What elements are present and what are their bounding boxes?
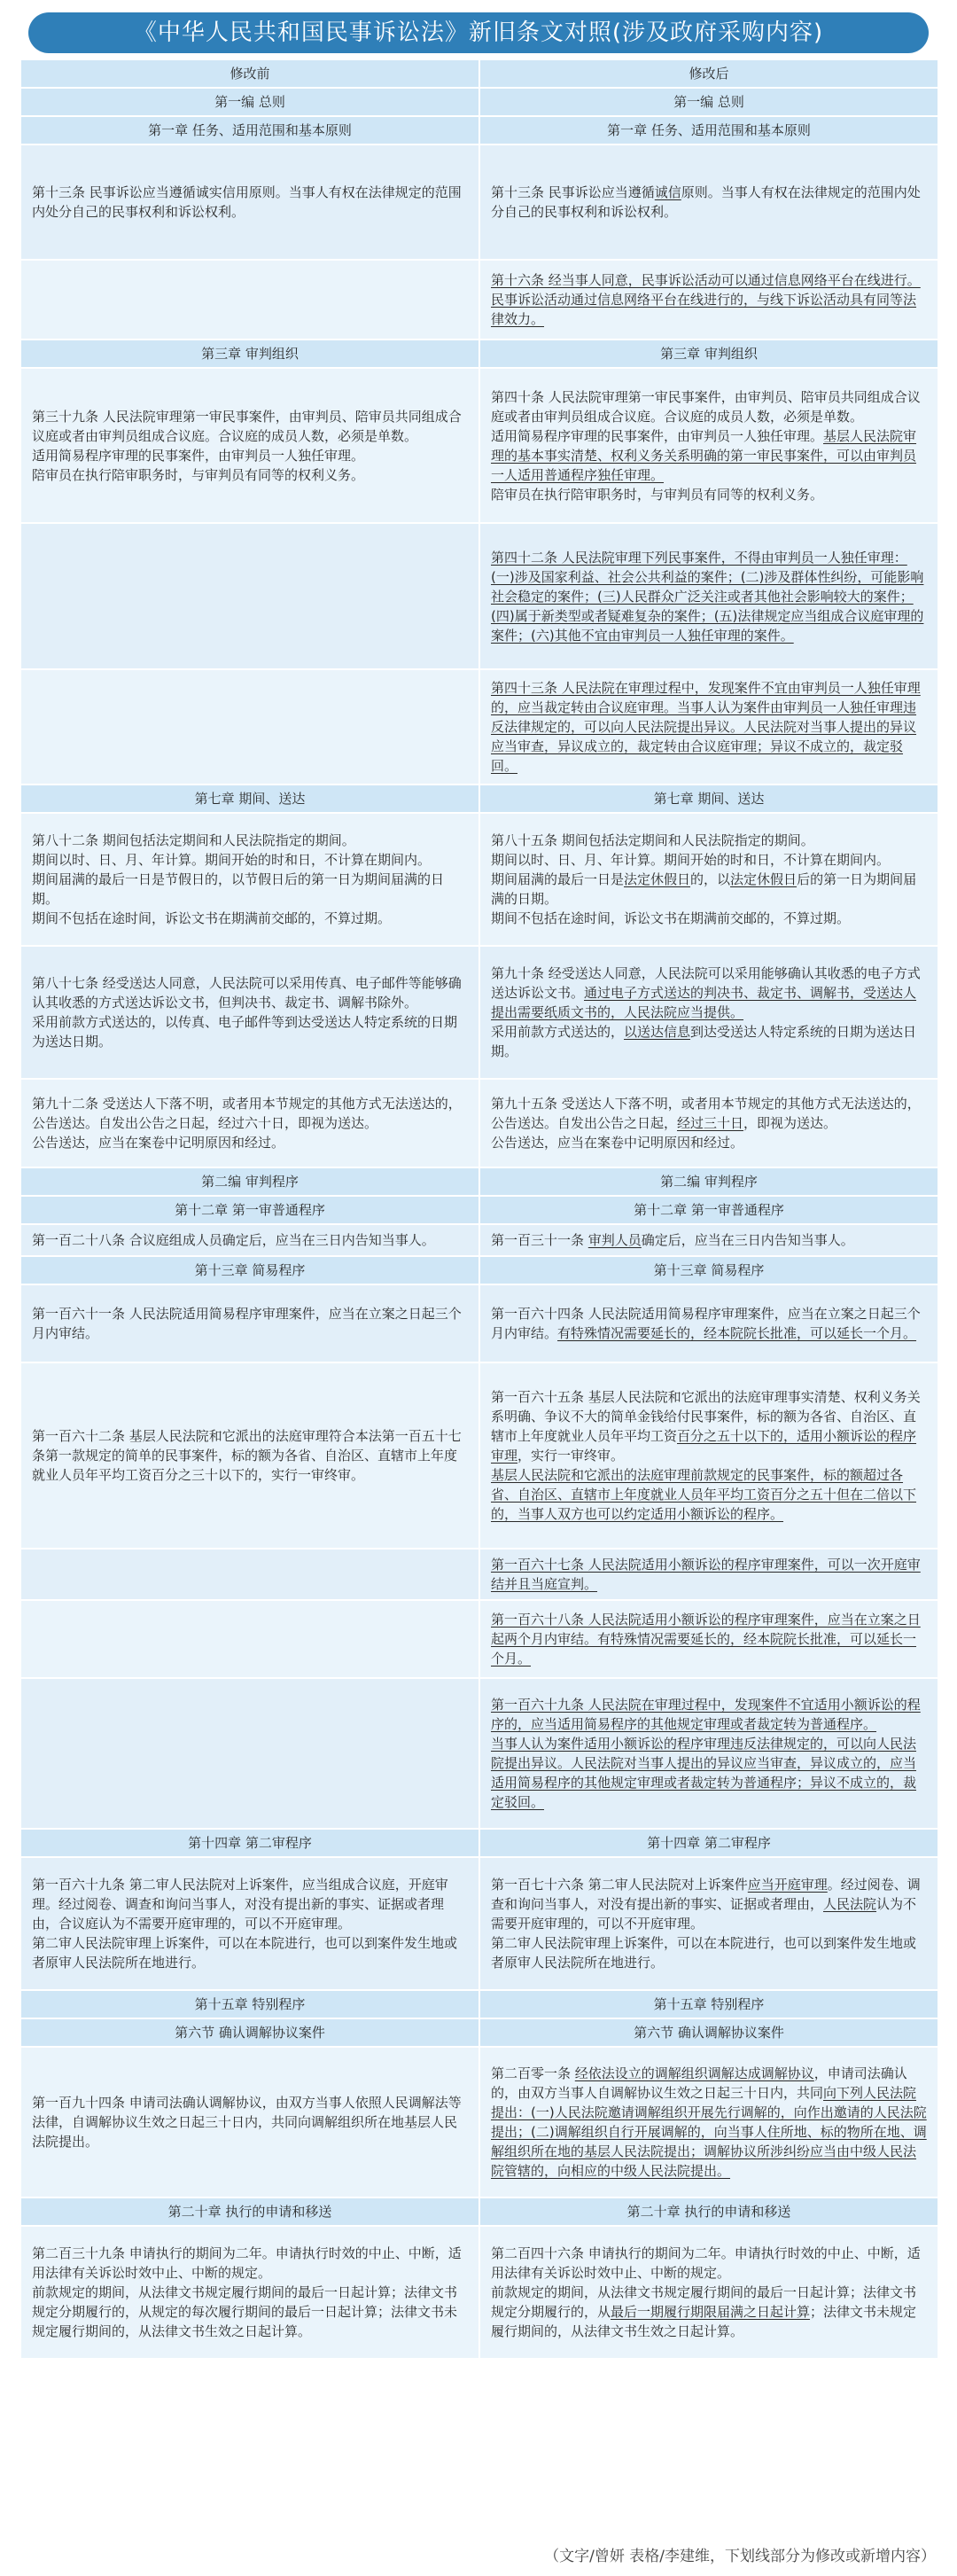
article-row	[20, 1600, 938, 1678]
article-paragraph	[491, 678, 927, 776]
article-before	[20, 1600, 479, 1678]
heading-before: 第七章 期间、送达	[20, 785, 479, 813]
amended-text: 法定休假日	[624, 871, 691, 887]
article-text: 第九十五条 受送达人下落不明，或者用本节规定的其他方式无法送达的，公告送达。自发出公告之日起，	[491, 1096, 921, 1131]
article-text: 认为不需要开庭审理的，可以不开庭审理。	[491, 1896, 917, 1932]
article-row	[20, 669, 938, 785]
heading-after: 修改后	[479, 59, 938, 88]
article-paragraph	[491, 2244, 927, 2283]
article-text: 后的第一日为期间届满的日期。	[491, 871, 917, 907]
article-paragraph	[32, 1426, 468, 1485]
article-text: 第九十条 经受送达人同意，人民法院可以采用能够确认其收悉的电子方式送达诉讼文书。	[491, 965, 921, 1001]
article-text: 期间以时、日、月、年计算。期间开始的时和日，不计算在期间内。	[32, 852, 432, 868]
article-text: 采用前款方式送达的，以传真、电子邮件等到达受送达人特定系统的日期为送达日期。	[32, 1014, 458, 1050]
amended-text: 应当开庭审理	[747, 1877, 828, 1893]
amended-text: 法定休假日	[730, 871, 798, 887]
article-after	[479, 144, 938, 260]
article-text: 第一百二十八条 合议庭组成人员确定后，应当在三日内告知当事人。	[32, 1232, 435, 1248]
article-paragraph	[32, 870, 468, 909]
article-text: 期间届满的最后一日是	[491, 871, 625, 887]
article-text: 确定后，应当在三日内告知当事人。	[641, 1232, 854, 1248]
article-after	[479, 2047, 938, 2197]
amended-text: 第四十三条 人民法院在审理过程中，发现案件不宜由审判员一人独任审理的，应当裁定转由合议庭审理。当事人认为案件由审判员一人独任审理违反法律规定的，可以向人民法院提出异议。人民法院对当事人提出的异议应当审查，异议成立的，裁定转由合议庭审理；异议不成立的，裁定驳回。	[491, 680, 921, 774]
amended-text: 诚信	[654, 184, 681, 200]
article-paragraph	[32, 407, 468, 446]
article-text: 第一百九十四条 申请司法确认调解协议，由双方当事人依照人民调解法等法律，自调解协议生效之日起三十日内，共同向调解组织所在地基层人民法院提出。	[32, 2095, 462, 2150]
article-text: 期间届满的最后一日是节假日的，以节假日后的第一日为期间届满的日期。	[32, 871, 445, 907]
article-paragraph	[491, 964, 927, 1022]
article-paragraph	[491, 2064, 927, 2181]
article-after	[479, 1857, 938, 1990]
section-row	[20, 59, 938, 88]
section-row	[20, 2197, 938, 2226]
article-paragraph	[491, 270, 927, 329]
article-row	[20, 946, 938, 1079]
amended-text: 以送达信息	[624, 1024, 691, 1040]
article-paragraph	[32, 1875, 468, 1933]
article-text: 适用简易程序审理的民事案件，由审判员一人独任审理。	[32, 447, 365, 464]
article-paragraph	[32, 465, 468, 485]
article-paragraph	[491, 1022, 927, 1061]
article-text: ，即视为送达。	[743, 1115, 837, 1131]
article-text: 第二百四十六条 申请执行的期间为二年。申请执行时效的中止、中断，适用法律有关诉讼时效中止、中断的规定。	[491, 2245, 921, 2281]
article-row	[20, 2047, 938, 2197]
section-row	[20, 1196, 938, 1224]
article-paragraph	[32, 1933, 468, 1972]
article-paragraph	[491, 1875, 927, 1933]
article-before	[20, 144, 479, 260]
section-row	[20, 1829, 938, 1857]
heading-before: 第六节 确认调解协议案件	[20, 2018, 479, 2047]
heading-before: 修改前	[20, 59, 479, 88]
article-before	[20, 813, 479, 946]
article-row	[20, 368, 938, 523]
section-row	[20, 116, 938, 144]
amended-text: 经过三十日	[677, 1115, 744, 1131]
article-paragraph	[491, 909, 927, 928]
heading-after: 第一章 任务、适用范围和基本原则	[479, 116, 938, 144]
article-paragraph	[491, 1610, 927, 1668]
heading-after: 第三章 审判组织	[479, 340, 938, 368]
article-paragraph	[491, 485, 927, 504]
article-row	[20, 1224, 938, 1256]
article-paragraph	[32, 1133, 468, 1152]
amended-text: 基层人民法院审理的基本事实清楚、权利义务关系明确的第一审民事案件，可以由审判员一人适用普通程序独任审理。	[491, 427, 917, 483]
article-after	[479, 1600, 938, 1678]
article-text: 公告送达，应当在案卷中记明原因和经过。	[32, 1135, 285, 1151]
article-before	[20, 1284, 479, 1362]
page-title: 《中华人民共和国民事诉讼法》新旧条文对照(涉及政府采购内容)	[28, 12, 929, 53]
article-after	[479, 1362, 938, 1549]
article-row	[20, 813, 938, 946]
heading-before: 第一章 任务、适用范围和基本原则	[20, 116, 479, 144]
heading-after: 第十二章 第一审普通程序	[479, 1196, 938, 1224]
article-before	[20, 669, 479, 785]
article-paragraph	[491, 1094, 927, 1133]
article-text: 第三十九条 人民法院审理第一审民事案件，由审判员、陪审员共同组成合议庭或者由审判员组成合议庭。合议庭的成员人数，必须是单数。	[32, 408, 462, 444]
article-row	[20, 144, 938, 260]
article-paragraph	[32, 909, 468, 928]
article-text: 采用前款方式送达的，	[491, 1024, 625, 1040]
article-text: 第一百三十一条	[491, 1232, 588, 1248]
heading-after: 第十四章 第二审程序	[479, 1829, 938, 1857]
article-paragraph	[491, 1387, 927, 1465]
article-after	[479, 946, 938, 1079]
heading-after: 第十三章 简易程序	[479, 1256, 938, 1284]
article-paragraph	[32, 446, 468, 465]
article-before	[20, 1678, 479, 1829]
article-text: 陪审员在执行陪审职务时，与审判员有同等的权利义务。	[491, 486, 824, 503]
article-row	[20, 260, 938, 340]
article-text: 到达受送达人特定系统的日期为送达日期。	[491, 1024, 917, 1059]
article-paragraph	[32, 2244, 468, 2283]
article-text: 第八十二条 期间包括法定期间和人民法院指定的期间。	[32, 832, 355, 848]
article-paragraph	[491, 850, 927, 870]
section-row	[20, 88, 938, 116]
article-paragraph	[32, 1304, 468, 1343]
amended-text: 第一百六十七条 人民法院适用小额诉讼的程序审理案件，可以一次开庭审结并且当庭宣判。	[491, 1557, 921, 1592]
amended-text: 向下列人民法院提出：(一)人民法院邀请调解组织开展先行调解的，向作出邀请的人民法院提出；(二)调解组织自行开展调解的，向当事人住所地、标的物所在地、调解组织所在地的基层人民法院提出；调解协议所涉纠纷应当由中级人民法院管辖的，向相应的中级人民法院提出。	[491, 2085, 927, 2179]
article-row	[20, 1857, 938, 1990]
article-text: 第八十七条 经受送达人同意，人民法院可以采用传真、电子邮件等能够确认其收悉的方式送达诉讼文书，但判决书、裁定书、调解书除外。	[32, 975, 462, 1011]
heading-before: 第三章 审判组织	[20, 340, 479, 368]
section-row	[20, 340, 938, 368]
article-text: ；法律文书未规定履行期间的，从法律文书生效之日起计算。	[491, 2304, 917, 2339]
amended-text: 基层人民法院和它派出的法庭审理前款规定的民事案件，标的额超过各省、自治区、直辖市上年度就业人员年平均工资百分之五十但在二倍以下的，当事人双方也可以约定适用小额诉讼的程序。	[491, 1467, 917, 1522]
article-paragraph	[491, 548, 927, 645]
article-row	[20, 1678, 938, 1829]
article-text: ，实行一审终审。	[517, 1448, 625, 1464]
article-row	[20, 1284, 938, 1362]
heading-before: 第二编 审判程序	[20, 1167, 479, 1196]
article-after	[479, 2226, 938, 2359]
heading-after: 第二编 审判程序	[479, 1167, 938, 1196]
article-before	[20, 1224, 479, 1256]
amended-text: 有特殊情况需要延长的，经本院院长批准，可以延长一个月。	[557, 1325, 917, 1341]
article-before	[20, 1857, 479, 1990]
article-before	[20, 1549, 479, 1600]
article-paragraph	[491, 1933, 927, 1972]
article-paragraph	[491, 183, 927, 222]
article-after	[479, 1549, 938, 1600]
article-paragraph	[491, 1230, 927, 1250]
article-paragraph	[32, 1230, 468, 1250]
article-text: 第二百零一条	[491, 2065, 575, 2081]
heading-before: 第一编 总则	[20, 88, 479, 116]
article-paragraph	[491, 1304, 927, 1343]
heading-after: 第十五章 特别程序	[479, 1990, 938, 2018]
article-before	[20, 946, 479, 1079]
heading-before: 第十四章 第二审程序	[20, 1829, 479, 1857]
article-row	[20, 1079, 938, 1167]
article-before	[20, 1079, 479, 1167]
article-text: 第一百六十一条 人民法院适用简易程序审理案件，应当在立案之日起三个月内审结。	[32, 1306, 462, 1341]
section-row	[20, 1167, 938, 1196]
article-paragraph	[491, 1695, 927, 1734]
article-text: 第二审人民法院审理上诉案件，可以在本院进行，也可以到案件发生地或者原审人民法院所在地进行。	[32, 1935, 458, 1971]
amended-text: 百分之五十以下的，适用小额诉讼的程序审理	[491, 1428, 917, 1464]
article-before	[20, 2047, 479, 2197]
article-text: ，申请司法确认的，由双方当事人自调解协议生效之日起三十日内，共同	[491, 2065, 907, 2101]
article-paragraph	[491, 2283, 927, 2341]
amended-text: 第一百六十八条 人民法院适用小额诉讼的程序审理案件，应当在立案之日起两个月内审结。有特殊情况需要延长的，经本院院长批准，可以延长一个月。	[491, 1612, 921, 1667]
amended-text: 经依法设立的调解组织调解达成调解协议	[574, 2065, 814, 2081]
article-paragraph	[32, 1094, 468, 1133]
article-text: 第八十五条 期间包括法定期间和人民法院指定的期间。	[491, 832, 814, 848]
heading-after: 第六节 确认调解协议案件	[479, 2018, 938, 2047]
amended-text: 人民法院	[823, 1896, 877, 1912]
amended-text: 第一百六十九条 人民法院在审理过程中，发现案件不宜适用小额诉讼的程序的，应当适用简易程序的其他规定审理或者裁定转为普通程序。	[491, 1697, 921, 1732]
section-row	[20, 2018, 938, 2047]
amended-text: 审判人员	[587, 1232, 642, 1248]
article-row	[20, 523, 938, 669]
article-text: 期间不包括在途时间，诉讼文书在期满前交邮的，不算过期。	[32, 910, 392, 926]
heading-after: 第二十章 执行的申请和移送	[479, 2197, 938, 2226]
article-after	[479, 523, 938, 669]
article-text: 原则。当事人有权在法律规定的范围内处分自己的民事权利和诉讼权利。	[491, 184, 921, 220]
article-paragraph	[491, 1465, 927, 1524]
section-row	[20, 785, 938, 813]
article-after	[479, 368, 938, 523]
article-text: 第十三条 民事诉讼应当遵循	[491, 184, 655, 200]
article-paragraph	[491, 831, 927, 850]
article-text: 第一百六十二条 基层人民法院和它派出的法庭审理符合本法第一百五十七条第一款规定的简单的民事案件，标的额为各省、自治区、直辖市上年度就业人员年平均工资百分之三十以下的，实行一审终审。	[32, 1428, 462, 1483]
article-row	[20, 1362, 938, 1549]
article-text: 适用简易程序审理的民事案件，由审判员一人独任审理。	[491, 427, 824, 444]
article-before	[20, 2226, 479, 2359]
footer-credit: （文字/曾妍 表格/李建维，下划线部分为修改或新增内容）	[544, 2548, 936, 2565]
amended-text: 第四十二条 人民法院审理下列民事案件，不得由审判员一人独任审理：(一)涉及国家利益、社会公共利益的案件；(二)涉及群体性纠纷，可能影响社会稳定的案件；(三)人民群众广泛关注或者其他社会影响较大的案件；(四)属于新类型或者疑难复杂的案件；(五)法律规定应当组成合议庭审理的案件；(六)其他不宜由审判员一人独任审理的案件。	[491, 549, 924, 644]
article-text: 第二审人民法院审理上诉案件，可以在本院进行，也可以到案件发生地或者原审人民法院所在地进行。	[491, 1935, 917, 1971]
section-row	[20, 1256, 938, 1284]
article-before	[20, 260, 479, 340]
article-after	[479, 1224, 938, 1256]
article-after	[479, 669, 938, 785]
article-text: 第二百三十九条 申请执行的期间为二年。申请执行时效的中止、中断，适用法律有关诉讼时效中止、中断的规定。	[32, 2245, 462, 2281]
article-text: 陪审员在执行陪审职务时，与审判员有同等的权利义务。	[32, 466, 365, 483]
article-text: 第一百六十四条 人民法院适用简易程序审理案件，应当在立案之日起三个月内审结。	[491, 1306, 921, 1341]
article-text: 第四十条 人民法院审理第一审民事案件，由审判员、陪审员共同组成合议庭或者由审判员组成合议庭。合议庭的成员人数，必须是单数。	[491, 388, 921, 425]
article-text: 。经过阅卷、调查和询问当事人，对没有提出新的事实、证据或者理由，	[491, 1877, 921, 1912]
article-paragraph	[32, 850, 468, 870]
article-text: 前款规定的期间，从法律文书规定履行期间的最后一日起计算；法律文书规定分期履行的，从	[491, 2284, 917, 2320]
heading-before: 第二十章 执行的申请和移送	[20, 2197, 479, 2226]
comparison-table	[19, 59, 939, 2360]
article-row	[20, 1549, 938, 1600]
article-before	[20, 368, 479, 523]
article-before	[20, 1362, 479, 1549]
heading-after: 第一编 总则	[479, 88, 938, 116]
article-paragraph	[491, 1555, 927, 1594]
article-paragraph	[491, 387, 927, 426]
amended-text: 通过电子方式送达的判决书、裁定书、调解书，受送达人提出需要纸质文书的，人民法院应当提供。	[491, 985, 917, 1020]
article-paragraph	[32, 2093, 468, 2151]
article-text: 公告送达，应当在案卷中记明原因和经过。	[491, 1135, 744, 1151]
article-paragraph	[491, 426, 927, 485]
article-after	[479, 1678, 938, 1829]
heading-before: 第十二章 第一审普通程序	[20, 1196, 479, 1224]
article-text: 第九十二条 受送达人下落不明，或者用本节规定的其他方式无法送达的，公告送达。自发出公告之日起，经过六十日，即视为送达。	[32, 1096, 462, 1131]
article-paragraph	[32, 973, 468, 1012]
article-after	[479, 813, 938, 946]
article-after	[479, 1079, 938, 1167]
article-paragraph	[491, 1133, 927, 1152]
heading-before: 第十三章 简易程序	[20, 1256, 479, 1284]
article-paragraph	[32, 1012, 468, 1051]
article-before	[20, 523, 479, 669]
article-text: 第十三条 民事诉讼应当遵循诚实信用原则。当事人有权在法律规定的范围内处分自己的民事权利和诉讼权利。	[32, 184, 462, 220]
article-row	[20, 2226, 938, 2359]
article-paragraph	[491, 1734, 927, 1812]
amended-text: 当事人认为案件适用小额诉讼的程序审理违反法律规定的，可以向人民法院提出异议。人民法院对当事人提出的异议应当审查，异议成立的，应当适用简易程序的其他规定审理或者裁定转为普通程序；异议不成立的，裁定驳回。	[491, 1736, 917, 1810]
article-text: 第一百七十六条 第二审人民法院对上诉案件	[491, 1877, 748, 1893]
amended-text: 第十六条 经当事人同意，民事诉讼活动可以通过信息网络平台在线进行。民事诉讼活动通过信息网络平台在线进行的，与线下诉讼活动具有同等法律效力。	[491, 272, 921, 327]
heading-after: 第七章 期间、送达	[479, 785, 938, 813]
article-after	[479, 260, 938, 340]
heading-before: 第十五章 特别程序	[20, 1990, 479, 2018]
article-text: 第一百六十九条 第二审人民法院对上诉案件，应当组成合议庭，开庭审理。经过阅卷、调查和询问当事人，对没有提出新的事实、证据或者理由，合议庭认为不需要开庭审理的，可以不开庭审理。	[32, 1877, 448, 1932]
article-text: 期间不包括在途时间，诉讼文书在期满前交邮的，不算过期。	[491, 910, 851, 926]
amended-text: 最后一期履行期限届满之日起计算	[611, 2304, 811, 2320]
article-paragraph	[32, 2283, 468, 2341]
article-after	[479, 1284, 938, 1362]
article-paragraph	[491, 870, 927, 909]
article-text: 的，以	[690, 871, 731, 887]
article-text: 第一百六十五条 基层人民法院和它派出的法庭审理事实清楚、权利义务关系明确、争议不大的简单金钱给付民事案件，标的额为各省、自治区、直辖市上年度就业人员年平均工资	[491, 1389, 921, 1444]
section-row	[20, 1990, 938, 2018]
article-paragraph	[32, 831, 468, 850]
article-text: 期间以时、日、月、年计算。期间开始的时和日，不计算在期间内。	[491, 852, 891, 868]
article-text: 前款规定的期间，从法律文书规定履行期间的最后一日起计算；法律文书规定分期履行的，从规定的每次履行期间的最后一日起计算；法律文书未规定履行期间的，从法律文书生效之日起计算。	[32, 2284, 458, 2339]
article-paragraph	[32, 183, 468, 222]
